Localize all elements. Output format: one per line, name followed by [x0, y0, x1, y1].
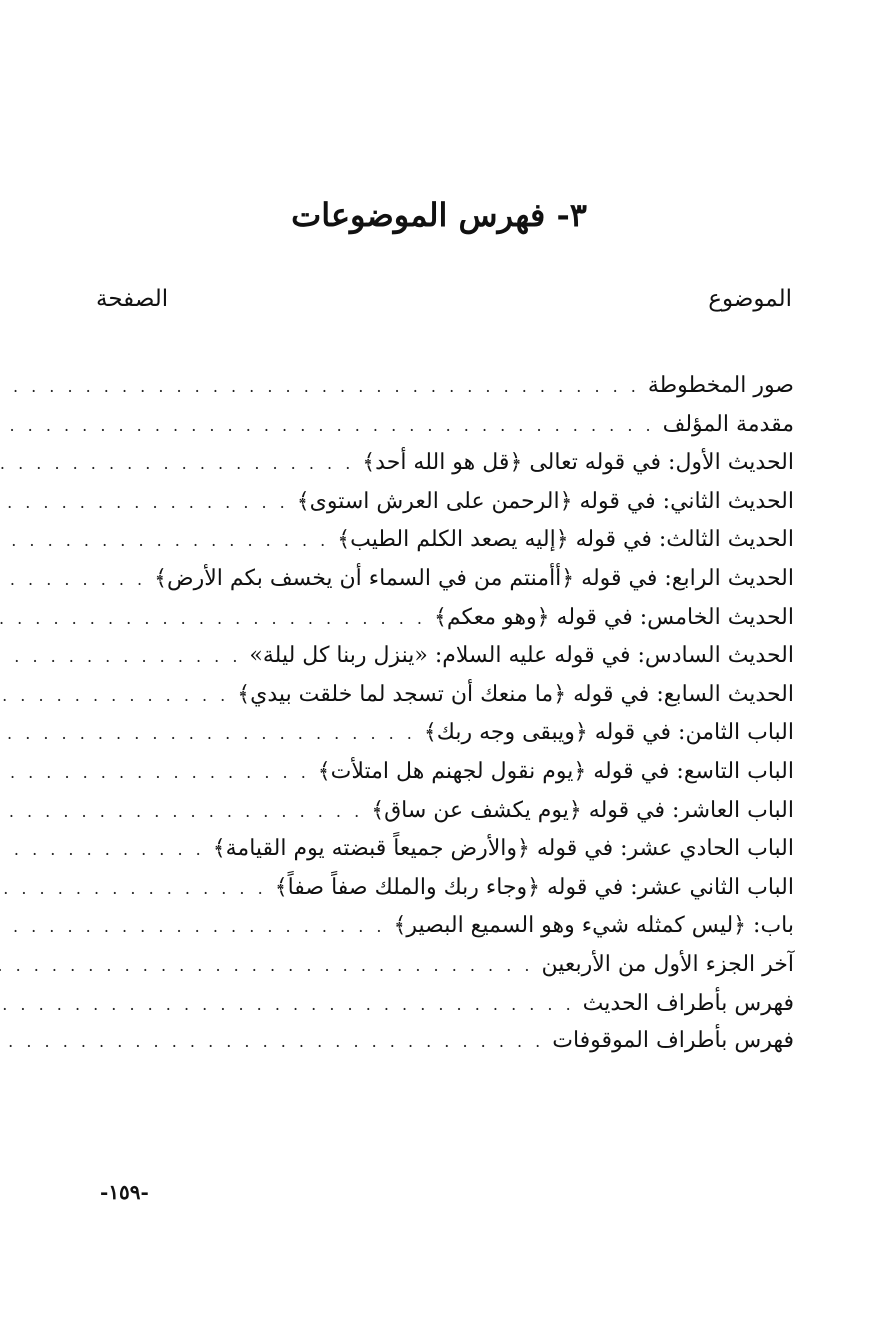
toc-entry — [96, 990, 794, 1029]
toc-entry-label: الباب الحادي عشر: في قوله ﴿والأرض جميعاً قبضته يوم القيامة﴾ — [212, 836, 794, 862]
toc-entry — [96, 874, 794, 913]
toc-entry-label: الباب التاسع: في قوله ﴿يوم نقول لجهنم هل امتلأت﴾ — [317, 758, 794, 784]
toc-entry — [96, 758, 794, 797]
toc-entry-label: الحديث الخامس: في قوله ﴿وهو معكم﴾ — [433, 604, 794, 630]
dot-leader — [0, 763, 310, 782]
page-number: -١٥٩- — [100, 1180, 149, 1204]
toc-entry-label: باب: ﴿ليس كمثله شيء وهو السميع البصير﴾ — [393, 913, 794, 939]
dot-leader — [0, 570, 146, 589]
dot-leader — [0, 879, 267, 898]
toc-entry — [96, 719, 794, 758]
toc-entry — [96, 912, 794, 951]
dot-leader — [0, 609, 426, 628]
toc-entry — [96, 835, 794, 874]
dot-leader — [0, 647, 241, 666]
toc-entry — [96, 1028, 794, 1067]
toc-entry-label: الباب الثامن: في قوله ﴿ويبقى وجه ربك﴾ — [423, 720, 794, 746]
toc-entry — [96, 565, 794, 604]
dot-leader — [0, 686, 229, 705]
toc-entry — [96, 372, 794, 411]
dot-leader — [0, 840, 205, 859]
page-title: ٣- فهرس الموضوعات — [291, 196, 587, 234]
toc-entry-label: الحديث الأول: في قوله تعالى ﴿قل هو الله أحد﴾ — [362, 450, 794, 476]
toc-entry-label: مقدمة المؤلف — [662, 411, 794, 437]
toc-entry-label: الحديث السابع: في قوله ﴿ما منعك أن تسجد لما خلقت بيدي﴾ — [237, 681, 794, 707]
toc-entry-label: الباب الثاني عشر: في قوله ﴿وجاء ربك والملك صفاً صفاً﴾ — [274, 874, 794, 900]
toc-entry — [96, 449, 794, 488]
dot-leader — [0, 531, 329, 550]
toc-entry-label: الحديث السادس: في قوله عليه السلام: «ينزل ربنا كل ليلة» — [249, 643, 794, 669]
toc-entry — [96, 642, 794, 681]
toc-entry-label: الباب العاشر: في قوله ﴿يوم يكشف عن ساق﴾ — [371, 797, 794, 823]
toc-entry — [96, 526, 794, 565]
dot-leader — [0, 377, 640, 396]
toc-entry — [96, 411, 794, 450]
dot-leader — [0, 724, 416, 743]
toc-entry — [96, 604, 794, 643]
toc-entry-label: آخر الجزء الأول من الأربعين — [541, 951, 794, 977]
toc-entry-label: الحديث الرابع: في قوله ﴿أأمنتم من في السماء أن يخسف بكم الأرض﴾ — [154, 565, 794, 591]
dot-leader — [0, 1032, 544, 1051]
toc-entry-label: الحديث الثالث: في قوله ﴿إليه يصعد الكلم الطيب﴾ — [337, 527, 794, 553]
dot-leader — [0, 995, 575, 1014]
dot-leader — [0, 802, 363, 821]
toc-entry — [96, 797, 794, 836]
toc-entry-label: فهرس بأطراف الموقوفات — [552, 1028, 794, 1054]
toc-entry — [96, 488, 794, 527]
dot-leader — [0, 956, 533, 975]
toc-entry — [96, 951, 794, 990]
dot-leader — [0, 493, 289, 512]
page-column-header: الصفحة — [96, 286, 169, 312]
toc-entry-label: صور المخطوطة — [647, 373, 794, 398]
dot-leader — [0, 416, 655, 435]
toc-entry — [96, 681, 794, 720]
topic-column-header: الموضوع — [708, 286, 792, 312]
toc-entry-label: الحديث الثاني: في قوله ﴿الرحمن على العرش استوى﴾ — [296, 488, 794, 514]
dot-leader — [0, 917, 385, 936]
toc-entry-label: فهرس بأطراف الحديث — [582, 990, 794, 1016]
table-of-contents — [96, 372, 794, 1067]
dot-leader — [0, 454, 354, 473]
